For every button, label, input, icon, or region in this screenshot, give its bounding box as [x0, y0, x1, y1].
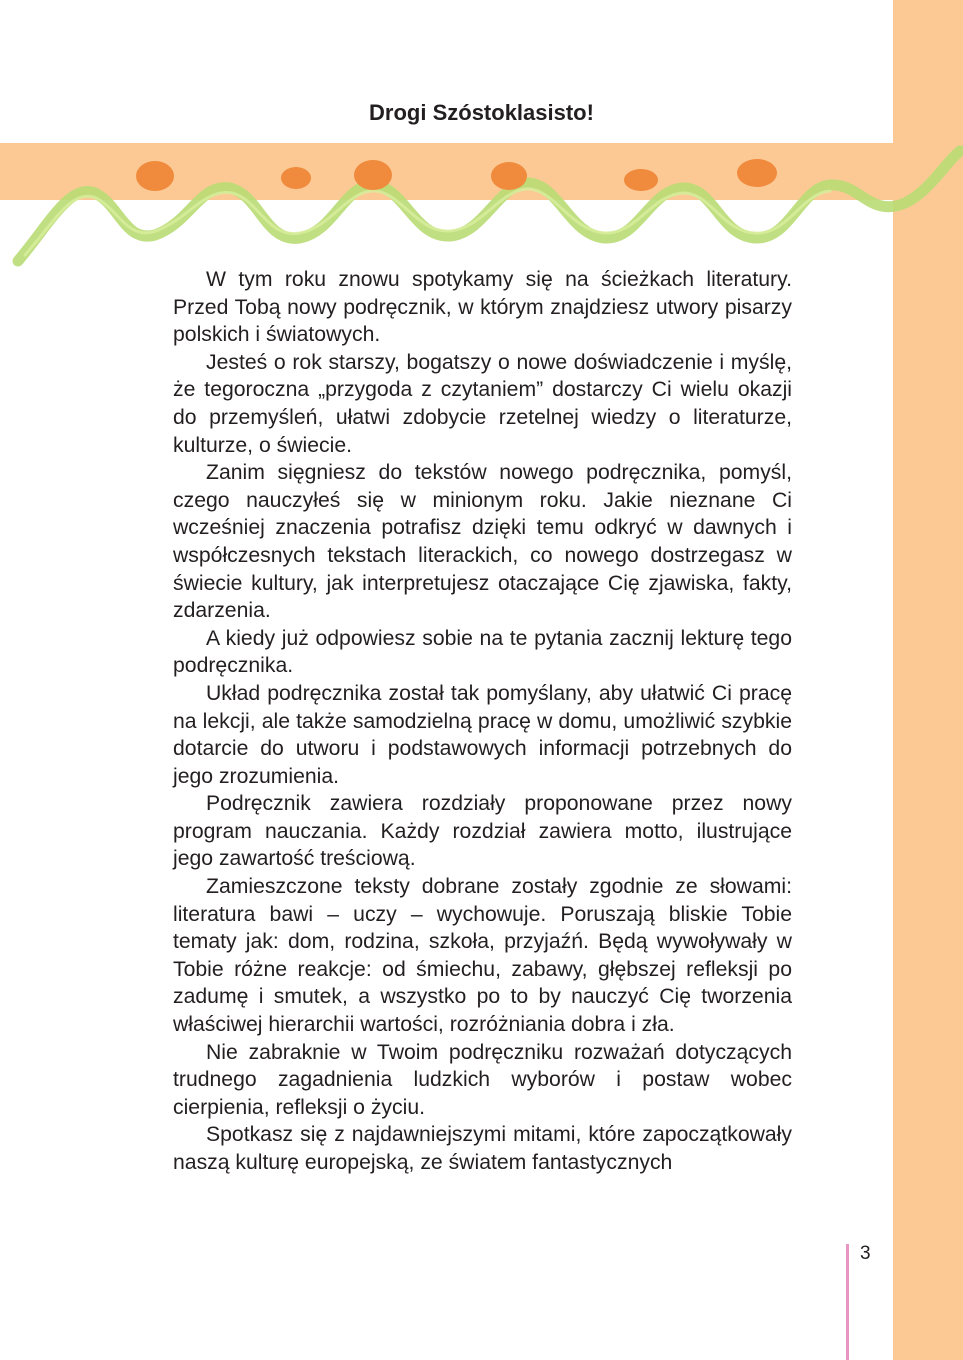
paragraph: Zamieszczone teksty dobrane zostały zgodnie ze słowami: literatura bawi – uczy – wychowuje. Poruszają bliskie Tobie tematy jak: dom, rodzina, szkoła, przyjaźń. Będą wywoływały w Tobie różne reakcje: od śmiechu, zabawy, głębszej refleksji po zadumę i smutek, a wszystko po to by nauczyć Cię tworzenia właściwej hierarchii wartości, rozróżniania dobra i zła. — [173, 875, 792, 1037]
decorative-ribbon — [0, 143, 963, 273]
page-number: 3 — [860, 1243, 871, 1264]
orange-dot — [281, 167, 311, 189]
orange-dot — [737, 159, 777, 187]
paragraph: Jesteś o rok starszy, bogatszy o nowe doświadczenie i myślę, że tegoroczna „przygoda z czytaniem” dostarczy Ci wielu okazji do przemyśleń, ułatwi zdobycie rzetelnej wiedzy o literaturze, kulturze, o świecie. — [173, 350, 792, 457]
paragraph: Podręcznik zawiera rozdziały proponowane przez nowy program nauczania. Każdy rozdział zawiera motto, ilustrujące jego zawartość treściową. — [173, 792, 792, 871]
orange-dot — [136, 161, 174, 191]
letter-body — [173, 266, 792, 1177]
paragraph: A kiedy już odpowiesz sobie na te pytania zacznij lekturę tego podręcznika. — [173, 626, 792, 678]
paragraph: Układ podręcznika został tak pomyślany, aby ułatwić Ci pracę na lekcji, ale także samodzielną pracę w domu, umożliwić szybkie dotarcie do utworu i podstawowych informacji potrzebnych do jego zrozumienia. — [173, 681, 792, 788]
orange-dot — [354, 160, 392, 190]
paragraph: W tym roku znowu spotykamy się na ścieżkach literatury. Przed Tobą nowy podręcznik, w którym znajdziesz utwory pisarzy polskich i światowych. — [173, 268, 792, 347]
paragraph: Nie zabraknie w Twoim podręczniku rozważań dotyczących trudnego zagadnienia ludzkich wyborów i postaw wobec cierpienia, refleksji o życiu. — [173, 1040, 792, 1119]
orange-dot — [624, 169, 658, 191]
orange-dot — [491, 162, 527, 190]
page-margin-bar — [846, 1244, 849, 1360]
page-title: Drogi Szóstoklasisto! — [369, 100, 594, 125]
paragraph: Zanim sięgniesz do tekstów nowego podręcznika, pomyśl, czego nauczyłeś się w minionym roku. Jakie nieznane Ci wcześniej znaczenia potrafisz dzięki temu odkryć w dawnych i współczesnych tekstach literackich, co nowego dostrzegasz w świecie kultury, jak interpretujesz otaczające Cię zjawiska, fakty, zdarzenia. — [173, 461, 792, 623]
paragraph: Spotkasz się z najdawniejszymi mitami, które zapoczątkowały naszą kulturę europejską, ze światem fantastycznych — [173, 1123, 792, 1174]
